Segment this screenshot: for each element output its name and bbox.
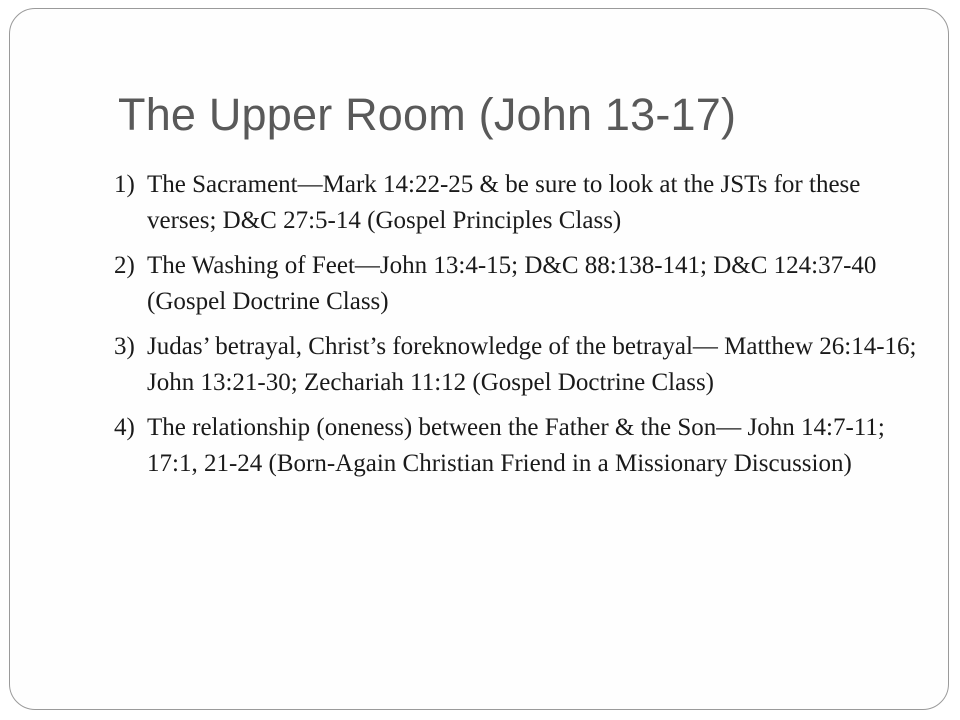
list-item-number: 2) [114, 252, 135, 279]
list-item [114, 248, 926, 320]
topic-list [114, 167, 926, 491]
list-item-text: The Sacrament—Mark 14:22-25 & be sure to look at the JSTs for these verses; D&C 27:5-14 (Gospel Principles Class) [147, 171, 861, 234]
list-item [114, 167, 926, 239]
list-item-text: The Washing of Feet—John 13:4-15; D&C 88:138-141; D&C 124:37-40 (Gospel Doctrine Class) [147, 252, 877, 315]
list-item-number: 3) [114, 333, 135, 360]
list-item-text: The relationship (oneness) between the Father & the Son— John 14:7-11; 17:1, 21-24 (Born-Again Christian Friend in a Missionary Discussion) [147, 414, 885, 477]
list-item [114, 410, 926, 482]
list-item [114, 329, 926, 401]
slide-frame [9, 8, 949, 710]
list-item-number: 1) [114, 171, 135, 198]
slide-title: The Upper Room (John 13-17) [118, 89, 737, 140]
list-item-number: 4) [114, 414, 135, 441]
list-item-text: Judas’ betrayal, Christ’s foreknowledge of the betrayal— Matthew 26:14-16; John 13:21-30; Zechariah 11:12 (Gospel Doctrine Class) [147, 333, 917, 396]
